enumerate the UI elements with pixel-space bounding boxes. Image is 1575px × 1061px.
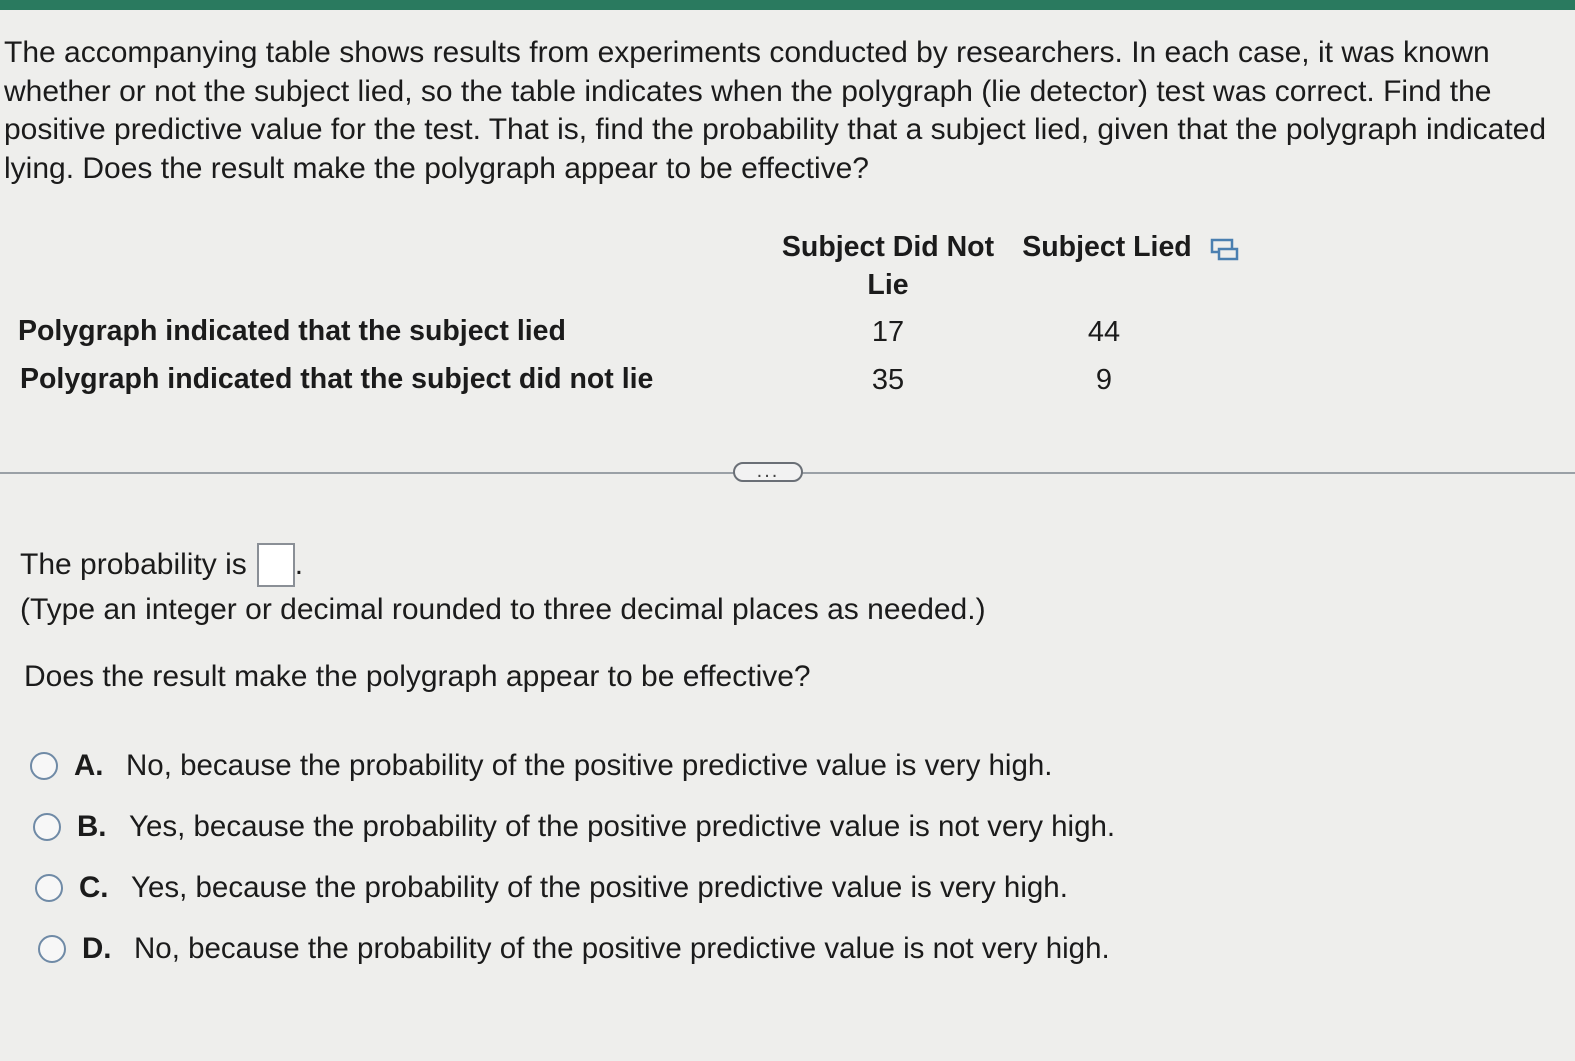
option-a-letter: A. <box>74 749 104 782</box>
option-d[interactable] <box>38 929 1110 969</box>
radio-button-b[interactable] <box>33 813 61 841</box>
ellipsis-icon[interactable]: ... <box>733 462 803 482</box>
cell-not-lie-did-not-lie: 35 <box>871 364 905 396</box>
answer-input[interactable] <box>257 543 295 587</box>
option-b-letter: B. <box>77 810 107 843</box>
option-c-letter: C. <box>79 871 109 904</box>
cell-lied-lied: 44 <box>1087 316 1121 348</box>
column-header-lied: Subject Lied <box>1022 231 1192 263</box>
answer-line <box>20 543 303 587</box>
cell-not-lie-lied: 9 <box>1095 364 1113 396</box>
answer-suffix: . <box>294 548 304 581</box>
option-c-text: Yes, because the probability of the positive predictive value is very high. <box>131 871 1068 904</box>
column-header-did-not-lie-line2: Lie <box>867 269 909 301</box>
option-b-text: Yes, because the probability of the positive predictive value is not very high. <box>129 810 1116 843</box>
option-a[interactable] <box>30 746 1052 786</box>
answer-hint: (Type an integer or decimal rounded to three decimal places as needed.) <box>20 593 986 626</box>
column-header-did-not-lie <box>770 228 1006 304</box>
data-table <box>0 0 1575 420</box>
answer-prefix: The probability is <box>20 548 247 581</box>
option-b[interactable] <box>33 807 1115 847</box>
question-2-text: Does the result make the polygraph appear to be effective? <box>24 660 811 693</box>
radio-button-a[interactable] <box>30 752 58 780</box>
row-label-indicated-did-not-lie: Polygraph indicated that the subject did not lie <box>20 363 654 395</box>
row-label-indicated-lied: Polygraph indicated that the subject lied <box>18 315 566 347</box>
radio-button-d[interactable] <box>38 935 66 963</box>
question-text: The accompanying table shows results from experiments conducted by researchers. In each case, it was known whether or not the subject lied, so the table indicates when the polygraph (lie detector) test was correct. Find the positive predictive value for the test. That is, find the probability that a subject lied, given that the polygraph indicated lying. Does the result make the polygraph appear to be effective? <box>4 36 1547 185</box>
option-d-text: No, because the probability of the positive predictive value is not very high. <box>134 932 1110 965</box>
option-a-text: No, because the probability of the positive predictive value is very high. <box>126 749 1053 782</box>
option-d-letter: D. <box>82 932 112 965</box>
option-c[interactable] <box>35 868 1068 908</box>
cell-lied-did-not-lie: 17 <box>871 316 905 348</box>
column-header-did-not-lie-line1: Subject Did Not <box>781 231 995 263</box>
radio-button-c[interactable] <box>35 874 63 902</box>
copy-icon[interactable] <box>1210 237 1240 263</box>
